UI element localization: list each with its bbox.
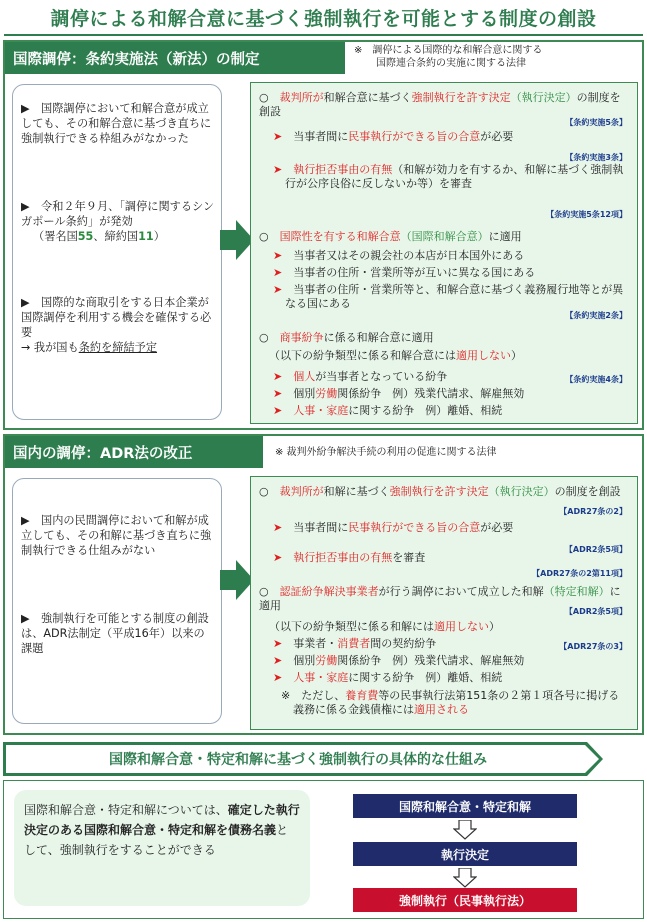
measure-1-sub-2: ➤ 執行拒否事由の有無を審査 [273, 551, 426, 564]
ref-label: 【ADR2条5項】 [564, 545, 627, 554]
right-arrow-icon [220, 220, 254, 260]
page-title: 調停による和解合意に基づく強制執行を可能とする制度の創設 [50, 8, 597, 30]
bg-point-2: ▶ 令和２年９月、「調停に関するシンガポール条約」が発効 （署名国55、締約国11） [21, 200, 215, 243]
ref-label: 【条約実施3条】 [565, 153, 627, 162]
ref-label: 【条約実施5条】 [565, 118, 627, 127]
section-domestic-measures [250, 476, 638, 730]
measure-1-sub-1: ➤ 当事者間に民事執行ができる旨の合意が必要 [273, 521, 514, 534]
section-international-note: ※ 調停による国際的な和解合意に関する 国際連合条約の実施に関する法律 [354, 45, 543, 69]
measure-2-exclusion: （以下の紛争類型に係る和解には適用しない） [269, 620, 500, 633]
flow-step-settlement: 国際和解合意・特定和解 [353, 794, 577, 818]
down-arrow-icon [453, 868, 477, 888]
measure-3-sub-2: ➤ 個別労働関係紛争 例）残業代請求、解雇無効 [273, 387, 525, 400]
measure-3: ○ 商事紛争に係る和解合意に適用 [259, 331, 434, 344]
measure-2: ○ 認証紛争解決事業者が行う調停において成立した和解（特定和解）に適用 [259, 585, 621, 612]
measure-1: ○ 裁判所が和解合意に基づく強制執行を許す決定（執行決定）の制度を創設 [259, 91, 621, 118]
section-domestic-heading: 国内の調停：ADR法の改正 [5, 436, 263, 468]
section-mechanism-heading: 国際和解合意・特定和解に基づく強制執行の具体的な仕組み [109, 752, 487, 768]
measure-2: ○ 国際性を有する和解合意（国際和解合意）に適用 [259, 230, 522, 243]
measure-2-sub-3: ➤ 人事・家庭に関する紛争 例）離婚、相続 [273, 671, 503, 684]
measure-2-note: ※ ただし、養育費等の民事執行法第151条の２第１項各号に掲げる義務に係る金銭債権には適用される [281, 689, 620, 716]
section-international-background [12, 84, 222, 420]
measure-3-sub-3: ➤ 人事・家庭に関する紛争 例）離婚、相続 [273, 404, 503, 417]
bg-point-1: ▶ 国内の民間調停において和解が成立しても、その和解に基づき直ちに強制執行できる仕組みがない [21, 514, 212, 557]
measure-2-sub-1: ➤ 事業者・消費者間の契約紛争 [273, 637, 437, 650]
section-international-measures [250, 82, 638, 424]
section-international-heading: 国際調停：条約実施法（新法）の制定 [5, 42, 345, 74]
section-domestic-background [12, 478, 222, 724]
measure-2-sub-1: ➤ 当事者又はその親会社の本店が日本国外にある [273, 249, 525, 262]
measure-1: ○ 裁判所が和解に基づく強制執行を許す決定（執行決定）の制度を創設 [259, 485, 621, 498]
measure-2-sub-2: ➤ 個別労働関係紛争 例）残業代請求、解雇無効 [273, 654, 525, 667]
bg-point-2: ▶ 強制執行を可能とする制度の創設は、ADR法制定（平成16年）以来の課題 [21, 612, 209, 655]
flow-step-enforcement-decision: 執行決定 [353, 842, 577, 866]
ref-label: 【ADR2条5項】 [564, 607, 627, 616]
measure-3-sub-1: ➤ 個人が当事者となっている紛争 [273, 370, 448, 383]
right-arrow-icon [220, 560, 254, 600]
bg-point-1: ▶ 国際調停において和解合意が成立しても、その和解合意に基づき直ちに強制執行できる枠組みがなかった [21, 102, 212, 145]
measure-2-sub-3: ➤ 当事者の住所・営業所等と、和解合意に基づく義務履行地等とが異なる国にある [273, 283, 624, 310]
ref-label: 【ADR27条の2】 [559, 507, 627, 516]
measure-1-sub-1: ➤ 当事者間に民事執行ができる旨の合意が必要 [273, 130, 514, 143]
ref-label: 【ADR27条の3】 [559, 642, 627, 651]
down-arrow-icon [453, 820, 477, 840]
flow-step-compulsory-execution: 強制執行（民事執行法） [353, 888, 577, 912]
ref-label: 【条約実施5条12項】 [546, 210, 627, 219]
ref-label: 【条約実施2条】 [565, 311, 627, 320]
measure-3-exclusion: （以下の紛争類型に係る和解合意には適用しない） [269, 349, 522, 362]
ref-label: 【条約実施4条】 [565, 375, 627, 384]
measure-2-sub-2: ➤ 当事者の住所・営業所等が互いに異なる国にある [273, 266, 536, 279]
title-divider [4, 34, 643, 36]
section-domestic-note: ※ 裁判外紛争解決手続の利用の促進に関する法律 [275, 447, 497, 458]
bg-point-3: ▶ 国際的な商取引をする日本企業が国際調停を利用する機会を確保する必要 → 我が国も条約を締結予定 [21, 296, 212, 354]
measure-1-sub-2: ➤ 執行拒否事由の有無（和解が効力を有するか、和解に基づく強制執行が公序良俗に反しないか等）を審査 [273, 163, 624, 190]
ref-label: 【ADR27条の2第11項】 [532, 569, 627, 578]
mechanism-description: 国際和解合意・特定和解については、確定した執行決定のある国際和解合意・特定和解を債務名義として、強制執行をすることができる [14, 790, 310, 906]
